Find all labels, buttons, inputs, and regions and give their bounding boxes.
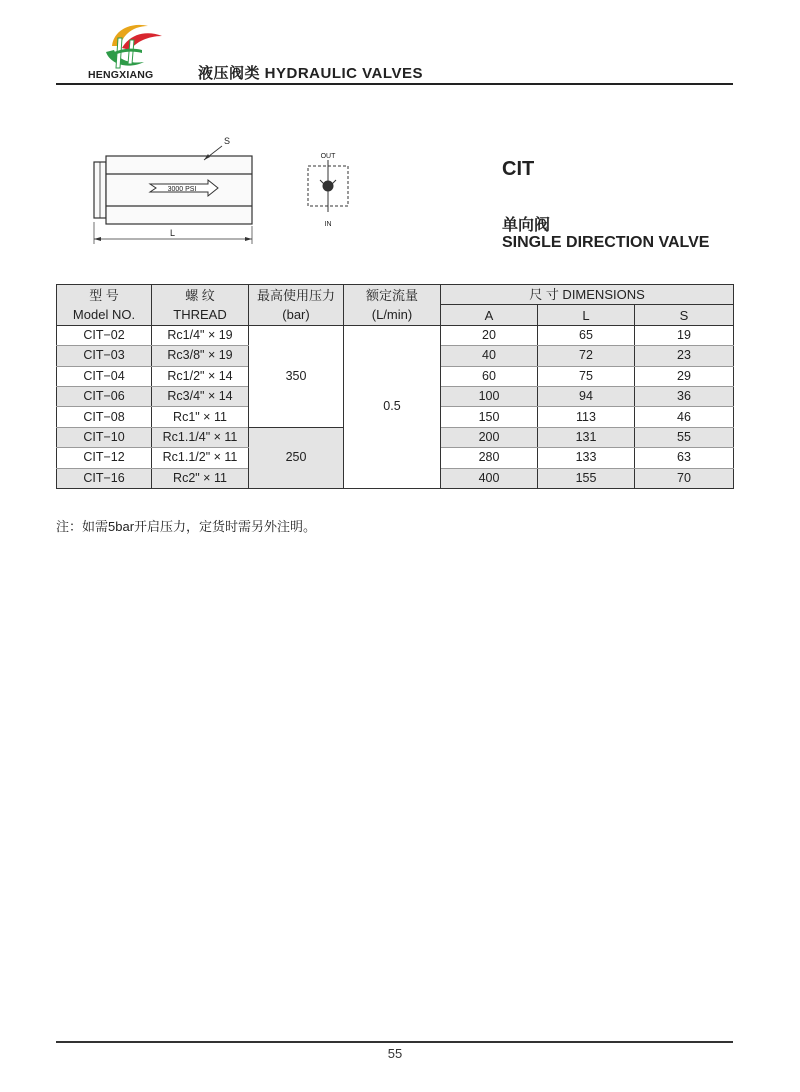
header-thread-cn: 螺 纹: [185, 287, 215, 303]
model-title: CIT: [502, 158, 535, 180]
cell-dim-l: 65: [538, 325, 635, 345]
cell-dim-l: 131: [538, 427, 635, 447]
cell-pressure: 350: [249, 325, 344, 427]
header-pressure-unit: (bar): [282, 306, 310, 322]
cell-thread: Rc3/8" × 19: [152, 346, 249, 366]
header-dim-a: A: [441, 305, 538, 325]
footer-divider: [56, 1041, 733, 1043]
valve-drawing: [84, 130, 374, 250]
cell-dim-s: 36: [635, 386, 734, 406]
cell-dim-a: 60: [441, 366, 538, 386]
cell-flow: 0.5: [344, 325, 441, 488]
header-title: 液压阀类 HYDRAULIC VALVES: [198, 65, 423, 82]
header-flow-cn: 额定流量: [365, 287, 418, 303]
cell-model: CIT−04: [57, 366, 152, 386]
arrow-pressure-label: 3000 PSI: [167, 186, 197, 193]
cell-dim-l: 133: [538, 448, 635, 468]
header-dim-l: L: [538, 305, 635, 325]
header-flow: [344, 285, 441, 326]
cell-dim-l: 94: [538, 386, 635, 406]
cell-dim-a: 20: [441, 325, 538, 345]
cell-model: CIT−16: [57, 468, 152, 488]
page-number: 55: [387, 1046, 403, 1061]
cell-pressure: 250: [249, 427, 344, 488]
cell-thread: Rc3/4" × 14: [152, 386, 249, 406]
cell-dim-a: 280: [441, 448, 538, 468]
cell-thread: Rc1.1/4" × 11: [152, 427, 249, 447]
header-thread: [152, 285, 249, 326]
order-note: 注：如需5bar开启压力，定货时需另外注明。: [56, 519, 317, 534]
cell-model: CIT−06: [57, 386, 152, 406]
cell-thread: Rc2" × 11: [152, 468, 249, 488]
cell-dim-l: 72: [538, 346, 635, 366]
cell-dim-l: 75: [538, 366, 635, 386]
header-divider: [56, 83, 733, 85]
header-dim-s: S: [635, 305, 734, 325]
cell-model: CIT−12: [57, 448, 152, 468]
port-out-label: OUT: [320, 153, 336, 160]
cell-dim-a: 100: [441, 386, 538, 406]
product-name-cn: 单向阀: [502, 217, 551, 234]
cell-dim-s: 63: [635, 448, 734, 468]
cell-dim-a: 200: [441, 427, 538, 447]
cell-dim-l: 155: [538, 468, 635, 488]
product-name-en: SINGLE DIRECTION VALVE: [502, 234, 710, 251]
cell-dim-s: 55: [635, 427, 734, 447]
cell-dim-a: 150: [441, 407, 538, 427]
cell-dim-s: 19: [635, 325, 734, 345]
cell-model: CIT−03: [57, 346, 152, 366]
hydraulic-symbol: [308, 160, 348, 212]
dimension-l-label: L: [170, 228, 176, 238]
header-model-cn: 型 号: [89, 287, 119, 303]
cell-dim-s: 46: [635, 407, 734, 427]
port-in-label: IN: [324, 221, 332, 228]
cell-thread: Rc1" × 11: [152, 407, 249, 427]
header-flow-unit: (L/min): [371, 306, 413, 322]
cell-thread: Rc1.1/2" × 11: [152, 448, 249, 468]
cell-dim-s: 29: [635, 366, 734, 386]
cell-dim-l: 113: [538, 407, 635, 427]
dimension-s-label: S: [224, 136, 231, 146]
cell-dim-s: 23: [635, 346, 734, 366]
table-header-row: [57, 285, 734, 305]
cell-model: CIT−02: [57, 325, 152, 345]
cell-thread: Rc1/4" × 19: [152, 325, 249, 345]
spec-table: [56, 284, 734, 489]
header-thread-en: THREAD: [173, 306, 227, 322]
cell-dim-s: 70: [635, 468, 734, 488]
header-pressure: [249, 285, 344, 326]
header-model-en: Model NO.: [72, 306, 136, 322]
header-model: [57, 285, 152, 326]
brand-name: HENGXIANG: [88, 69, 154, 81]
table-row: [57, 325, 734, 345]
header-pressure-cn: 最高使用压力: [256, 287, 335, 303]
header-dimensions: 尺 寸 DIMENSIONS: [441, 285, 734, 305]
cell-dim-a: 400: [441, 468, 538, 488]
cell-dim-a: 40: [441, 346, 538, 366]
cell-model: CIT−08: [57, 407, 152, 427]
cell-thread: Rc1/2" × 14: [152, 366, 249, 386]
cell-model: CIT−10: [57, 427, 152, 447]
